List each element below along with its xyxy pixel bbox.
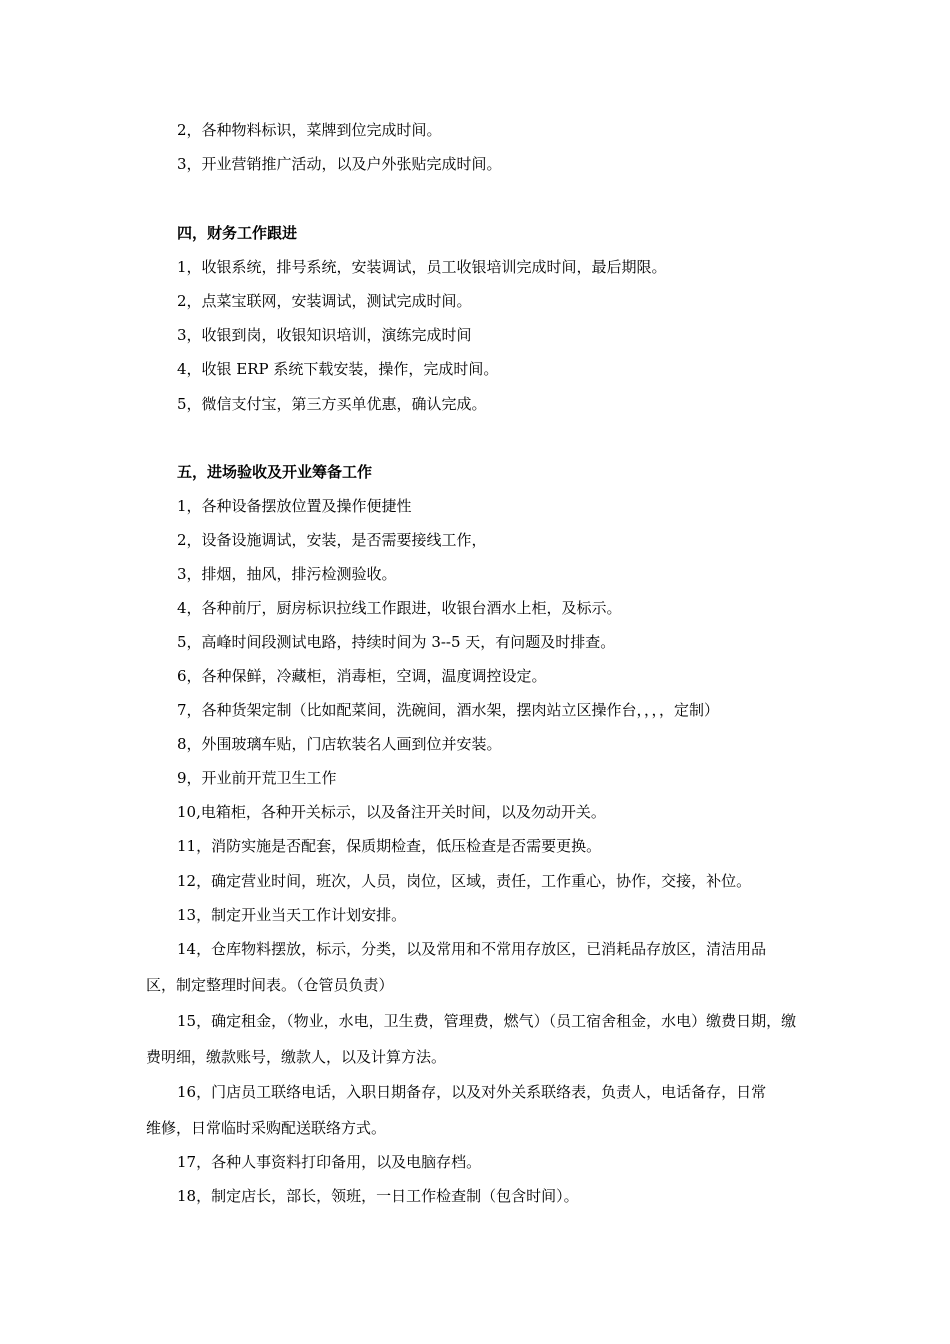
- list-item: 4，各种前厅，厨房标识拉线工作跟进，收银台酒水上柜，及标示。: [177, 599, 622, 617]
- list-item-continuation: 区，制定整理时间表。（仓管员负责）: [146, 976, 394, 994]
- list-item-continuation: 费明细，缴款账号，缴款人，以及计算方法。: [146, 1048, 447, 1066]
- list-item: 5，微信支付宝，第三方买单优惠，确认完成。: [177, 395, 487, 413]
- list-item: 4，收银 ERP 系统下载安装，操作，完成时间。: [177, 360, 499, 378]
- section-heading: 四，财务工作跟进: [177, 224, 298, 242]
- list-item: 9，开业前开荒卫生工作: [177, 769, 337, 787]
- list-item: 2，各种物料标识，菜牌到位完成时间。: [177, 121, 442, 139]
- list-item: 2，设备设施调试，安装，是否需要接线工作，: [177, 531, 487, 549]
- list-item: 14，仓库物料摆放，标示，分类，以及常用和不常用存放区，已消耗品存放区，清洁用品: [177, 940, 767, 958]
- list-item: 5，高峰时间段测试电路，持续时间为 3--5 天，有问题及时排查。: [177, 633, 616, 651]
- list-item: 1，各种设备摆放位置及操作便捷性: [177, 497, 412, 515]
- list-item: 8，外围玻璃车贴，门店软装名人画到位并安装。: [177, 735, 502, 753]
- list-item: 1，收银系统，排号系统，安装调试，员工收银培训完成时间，最后期限。: [177, 258, 667, 276]
- list-item-continuation: 维修，日常临时采购配送联络方式。: [146, 1119, 387, 1137]
- list-item: 12，确定营业时间，班次，人员，岗位，区域，责任，工作重心，协作，交接，补位。: [177, 872, 752, 890]
- list-item: 18，制定店长，部长，领班，一日工作检查制（包含时间）。: [177, 1187, 579, 1205]
- list-item: 6，各种保鲜，冷藏柜，消毒柜，空调，温度调控设定。: [177, 667, 547, 685]
- list-item: 16，门店员工联络电话，入职日期备存，以及对外关系联络表，负责人，电话备存，日常: [177, 1083, 767, 1101]
- list-item: 3，开业营销推广活动，以及户外张贴完成时间。: [177, 155, 502, 173]
- list-item: 13，制定开业当天工作计划安排。: [177, 906, 407, 924]
- list-item: 3，排烟，抽风，排污检测验收。: [177, 565, 397, 583]
- list-item: 10,电箱柜，各种开关标示，以及备注开关时间，以及勿动开关。: [177, 803, 606, 821]
- list-item: 2，点菜宝联网，安装调试，测试完成时间。: [177, 292, 472, 310]
- list-item: 15，确定租金，（物业，水电，卫生费，管理费，燃气）（员工宿舍租金，水电）缴费日期，缴: [177, 1012, 797, 1030]
- list-item: 3，收银到岗，收银知识培训，演练完成时间: [177, 326, 472, 344]
- section-heading: 五，进场验收及开业筹备工作: [177, 463, 373, 481]
- list-item: 17，各种人事资料打印备用，以及电脑存档。: [177, 1153, 482, 1171]
- list-item: 7，各种货架定制（比如配菜间，洗碗间，酒水架，摆肉站立区操作台，，，，定制）: [177, 701, 720, 719]
- list-item: 11，消防实施是否配套，保质期检查，低压检查是否需要更换。: [177, 837, 602, 855]
